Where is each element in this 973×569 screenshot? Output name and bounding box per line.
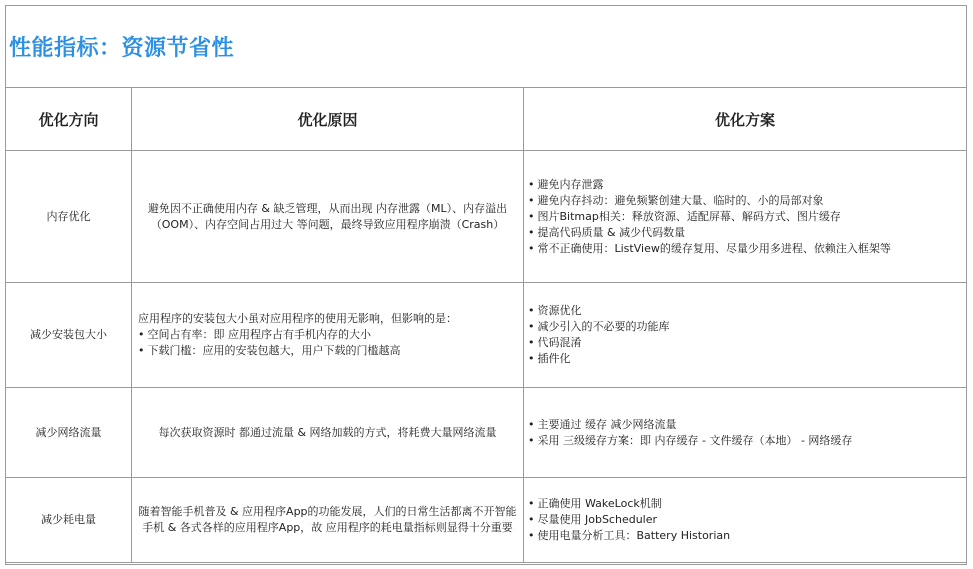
solution-list — [528, 417, 962, 449]
list-item: • 代码混淆 — [528, 335, 962, 351]
list-item: • 正确使用 WakeLock机制 — [528, 496, 962, 512]
list-item: • 主要通过 缓存 减少网络流量 — [528, 417, 962, 433]
list-item: • 资源优化 — [528, 303, 962, 319]
list-item: • 提高代码质量 & 减少代码数量 — [528, 225, 962, 241]
direction-cell: 减少安装包大小 — [6, 283, 132, 388]
solution-cell — [524, 478, 967, 563]
reason-cell: 随着智能手机普及 & 应用程序App的功能发展，人们的日常生活都离不开智能手机 & 各式各样的应用程序App，故 应用程序的耗电量指标则显得十分重要 — [132, 478, 524, 563]
list-item: • 下载门槛：应用的安装包越大，用户下载的门槛越高 — [138, 343, 517, 359]
reason-list — [138, 327, 517, 359]
reason-cell: 每次获取资源时 都通过流量 & 网络加载的方式，将耗费大量网络流量 — [132, 388, 524, 478]
header-direction: 优化方向 — [6, 88, 132, 151]
table-row — [6, 478, 967, 563]
direction-cell: 减少耗电量 — [6, 478, 132, 563]
direction-cell: 内存优化 — [6, 151, 132, 283]
list-item: • 减少引入的不必要的功能库 — [528, 319, 962, 335]
list-item: • 插件化 — [528, 351, 962, 367]
list-item: • 图片Bitmap相关：释放资源、适配屏幕、解码方式、图片缓存 — [528, 209, 962, 225]
table-header-row — [6, 88, 967, 151]
list-item: • 避免内存抖动：避免频繁创建大量、临时的、小的局部对象 — [528, 193, 962, 209]
solution-list — [528, 496, 962, 544]
solution-cell — [524, 388, 967, 478]
list-item: • 空间占有率：即 应用程序占有手机内存的大小 — [138, 327, 517, 343]
metrics-table — [5, 87, 967, 563]
direction-cell: 减少网络流量 — [6, 388, 132, 478]
table-row — [6, 388, 967, 478]
header-reason: 优化原因 — [132, 88, 524, 151]
solution-cell — [524, 283, 967, 388]
list-item: • 采用 三级缓存方案：即 内存缓存 - 文件缓存（本地） - 网络缓存 — [528, 433, 962, 449]
list-item: • 常不正确使用：ListView的缓存复用、尽量少用多进程、依赖注入框架等 — [528, 241, 962, 257]
solution-list — [528, 303, 962, 367]
table-row — [6, 283, 967, 388]
list-item: • 使用电量分析工具：Battery Historian — [528, 528, 962, 544]
list-item: • 尽量使用 JobScheduler — [528, 512, 962, 528]
header-solution: 优化方案 — [524, 88, 967, 151]
reason-cell — [132, 283, 524, 388]
reason-cell: 避免因不正确使用内存 & 缺乏管理，从而出现 内存泄露（ML）、内存溢出（OOM）、内存空间占用过大 等问题，最终导致应用程序崩溃（Crash） — [132, 151, 524, 283]
list-item: • 避免内存泄露 — [528, 177, 962, 193]
reason-intro: 应用程序的安装包大小虽对应用程序的使用无影响，但影响的是： — [138, 312, 457, 325]
table-row — [6, 151, 967, 283]
page-title: 性能指标：资源节省性 — [9, 36, 235, 61]
solution-cell — [524, 151, 967, 283]
solution-list — [528, 177, 962, 257]
